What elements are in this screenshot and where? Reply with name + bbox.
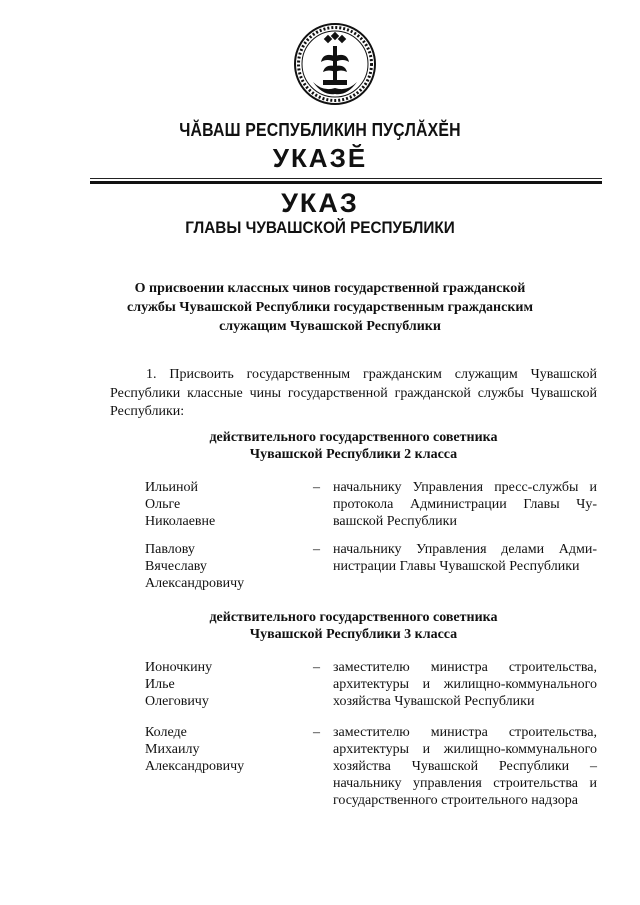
surname: Ионочкину — [145, 660, 213, 675]
patronymic: Александровичу — [145, 759, 245, 774]
first-name: Михаилу — [145, 742, 200, 757]
appointee-name — [145, 724, 310, 775]
patronymic: Олеговичу — [145, 694, 209, 709]
appointee-name — [145, 541, 310, 592]
rank-heading — [110, 429, 597, 463]
surname: Ильиной — [145, 480, 198, 495]
dash: – — [313, 660, 320, 675]
appointee-name — [145, 659, 310, 710]
appointee-name — [145, 479, 310, 530]
rank-heading — [110, 609, 597, 643]
divider-thick — [90, 181, 602, 184]
first-name: Вячеславу — [145, 559, 207, 574]
appointee-position: заместителю министра строительства, архитектуры и жилищно-коммунального хозяйства Чувашской Республики – начальнику управления строительства и государственного строительного надзора — [333, 725, 597, 808]
dash: – — [313, 725, 320, 740]
surname: Павлову — [145, 542, 195, 557]
appointee-position: начальнику Управления пресс-службы и протокола Администрации Главы Чувашской Республики — [333, 480, 597, 529]
chuvash-emblem — [293, 22, 377, 106]
first-name: Илье — [145, 677, 175, 692]
rank-line: Чувашской Республики 2 класса — [249, 447, 458, 462]
first-name: Ольге — [145, 497, 181, 512]
divider-thin — [90, 178, 602, 179]
rank-line: действительного государственного советника — [209, 430, 498, 445]
header-glavy: ГЛАВЫ ЧУВАШСКОЙ РЕСПУБЛИКИ — [185, 218, 455, 237]
rank-line: действительного государственного советника — [209, 610, 498, 625]
appointee-position: заместителю министра строительства, архитектуры и жилищно-коммунального хозяйства Чувашской Республики — [333, 660, 597, 709]
decree-subject: О присвоении классных чинов государственной гражданской службы Чувашской Республики государственным гражданским служащим Чувашской Республики — [127, 281, 533, 334]
surname: Коледе — [145, 725, 187, 740]
header-chuvash-title: ЧĂВАШ РЕСПУБЛИКИН ПУҪЛĂХĔН — [179, 120, 461, 140]
dash: – — [313, 480, 320, 495]
appointee-position: начальнику Управления делами Администрации Главы Чувашской Республики — [333, 542, 597, 574]
dash: – — [313, 542, 320, 557]
paragraph-1: 1. Присвоить государственным гражданским служащим Чувашской Республики классные чины государственной гражданской службы Чувашской Республики: — [110, 367, 597, 419]
patronymic: Александровичу — [145, 576, 245, 591]
header-ukaze: УКАЗĔ — [272, 143, 368, 173]
patronymic: Николаевне — [145, 514, 216, 529]
rank-line: Чувашской Республики 3 класса — [249, 627, 458, 642]
header-ukaz: УКАЗ — [281, 188, 359, 218]
